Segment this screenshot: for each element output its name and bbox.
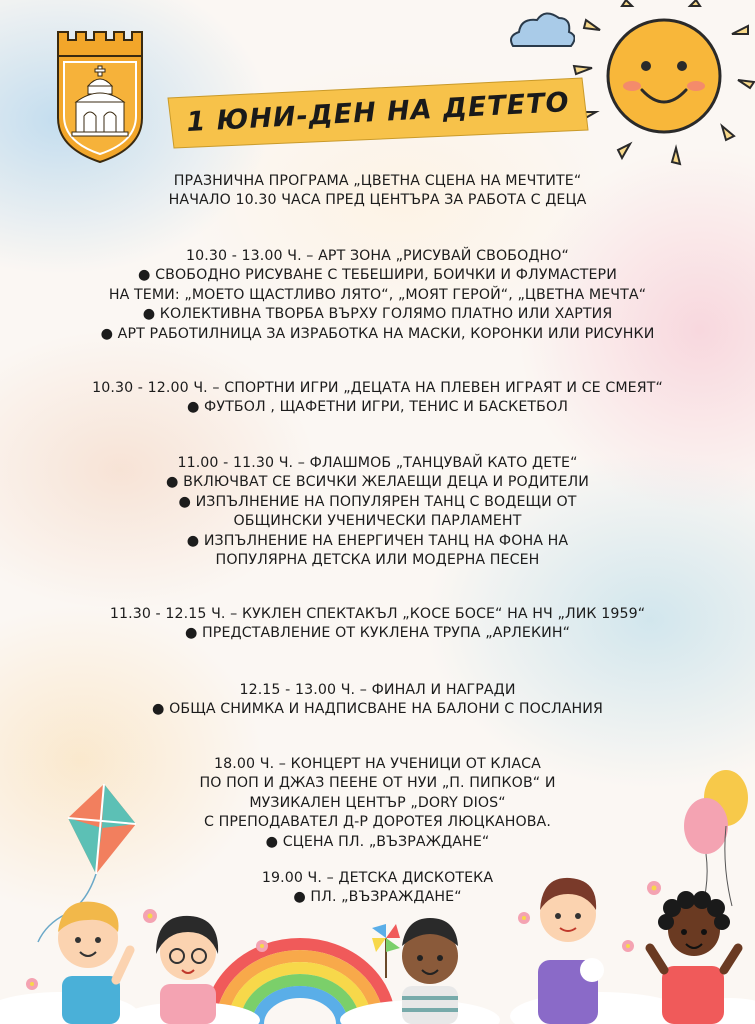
program-line: ● ИЗПЪЛНЕНИЕ НА ПОПУЛЯРЕН ТАНЦ С ВОДЕЩИ ОТ [178, 493, 577, 510]
program-line: 18.00 Ч. – КОНЦЕРТ НА УЧЕНИЦИ ОТ КЛАСА [214, 756, 541, 772]
program-line: С ПРЕПОДАВАТЕЛ Д-Р ДОРОТЕЯ ЛЮЦКАНОВА. [204, 814, 551, 831]
balloons-icon [684, 770, 748, 914]
program-item-flashmob [30, 454, 725, 570]
children-illustration [0, 770, 755, 1024]
program-line: 12.15 - 13.00 Ч. – ФИНАЛ И НАГРАДИ [239, 682, 516, 698]
program-line: МУЗИКАЛЕН ЦЕНТЪР „DORY DIOS“ [249, 794, 506, 811]
intro-line: НАЧАЛО 10.30 ЧАСА ПРЕД ЦЕНТЪРА ЗА РАБОТА С ДЕЦА [168, 192, 587, 209]
program-line: ● АРТ РАБОТИЛНИЦА ЗА ИЗРАБОТКА НА МАСКИ, КОРОНКИ ИЛИ РИСУНКИ [100, 325, 655, 342]
program-line: ОБЩИНСКИ УЧЕНИЧЕСКИ ПАРЛАМЕНТ [233, 513, 522, 530]
program-line: НА ТЕМИ: „МОЕТО ЩАСТЛИВО ЛЯТО“, „МОЯТ ГЕРОЙ“, „ЦВЕТНА МЕЧТА“ [108, 286, 647, 303]
pinwheel-icon [372, 924, 400, 978]
intro-block [30, 172, 725, 211]
program-item-art-zone [30, 247, 725, 344]
program-line: ● СЦЕНА ПЛ. „ВЪЗРАЖДАНЕ“ [265, 833, 490, 850]
program-line: 19.00 Ч. – ДЕТСКА ДИСКОТЕКА [261, 870, 494, 886]
program-line: ● ОБЩА СНИМКА И НАДПИСВАНЕ НА БАЛОНИ С ПОСЛАНИЯ [152, 701, 603, 718]
page-title: 1 ЮНИ-ДЕН НА ДЕТЕТО [185, 86, 571, 138]
program-item-final [30, 681, 725, 720]
program-line: ● ИЗПЪЛНЕНИЕ НА ЕНЕРГИЧЕН ТАНЦ НА ФОНА НА [186, 532, 569, 549]
program-line: 11.00 - 11.30 Ч. – ФЛАШМОБ „ТАНЦУВАЙ КАТО ДЕТЕ“ [177, 455, 578, 471]
program-line: 11.30 - 12.15 Ч. – КУКЛЕН СПЕКТАКЪЛ „КОСЕ БОСЕ“ НА НЧ „ЛИК 1959“ [109, 606, 646, 622]
program-line: ● СВОБОДНО РИСУВАНЕ С ТЕБЕШИРИ, БОИЧКИ И ФЛУМАСТЕРИ [138, 267, 617, 284]
program-item-sports [30, 379, 725, 418]
program-line: ● ФУТБОЛ , ЩАФЕТНИ ИГРИ, ТЕНИС И БАСКЕТБОЛ [186, 399, 569, 416]
program-line: ● КОЛЕКТИВНА ТВОРБА ВЪРХУ ГОЛЯМО ПЛАТНО ИЛИ ХАРТИЯ [142, 306, 613, 323]
program-line: ПО ПОП И ДЖАЗ ПЕЕНЕ ОТ НУИ „П. ПИПКОВ“ И [199, 775, 556, 792]
program-line: ● ВКЛЮЧВАТ СЕ ВСИЧКИ ЖЕЛАЕЩИ ДЕЦА И РОДИТЕЛИ [166, 474, 589, 491]
program-line: 10.30 - 13.00 Ч. – АРТ ЗОНА „РИСУВАЙ СВОБОДНО“ [185, 248, 570, 264]
program-line: 10.30 - 12.00 Ч. – СПОРТНИ ИГРИ „ДЕЦАТА НА ПЛЕВЕН ИГРАЯТ И СЕ СМЕЯТ“ [92, 380, 663, 396]
program-line: ПОПУЛЯРНА ДЕТСКА ИЛИ МОДЕРНА ПЕСЕН [215, 552, 540, 569]
intro-line: ПРАЗНИЧНА ПРОГРАМА „ЦВЕТНА СЦЕНА НА МЕЧТИТЕ“ [173, 173, 582, 189]
program-line: ● ПРЕДСТАВЛЕНИЕ ОТ КУКЛЕНА ТРУПА „АРЛЕКИН“ [184, 625, 571, 642]
program-item-puppet-show [30, 605, 725, 644]
program-line: ● ПЛ. „ВЪЗРАЖДАНЕ“ [293, 889, 462, 906]
